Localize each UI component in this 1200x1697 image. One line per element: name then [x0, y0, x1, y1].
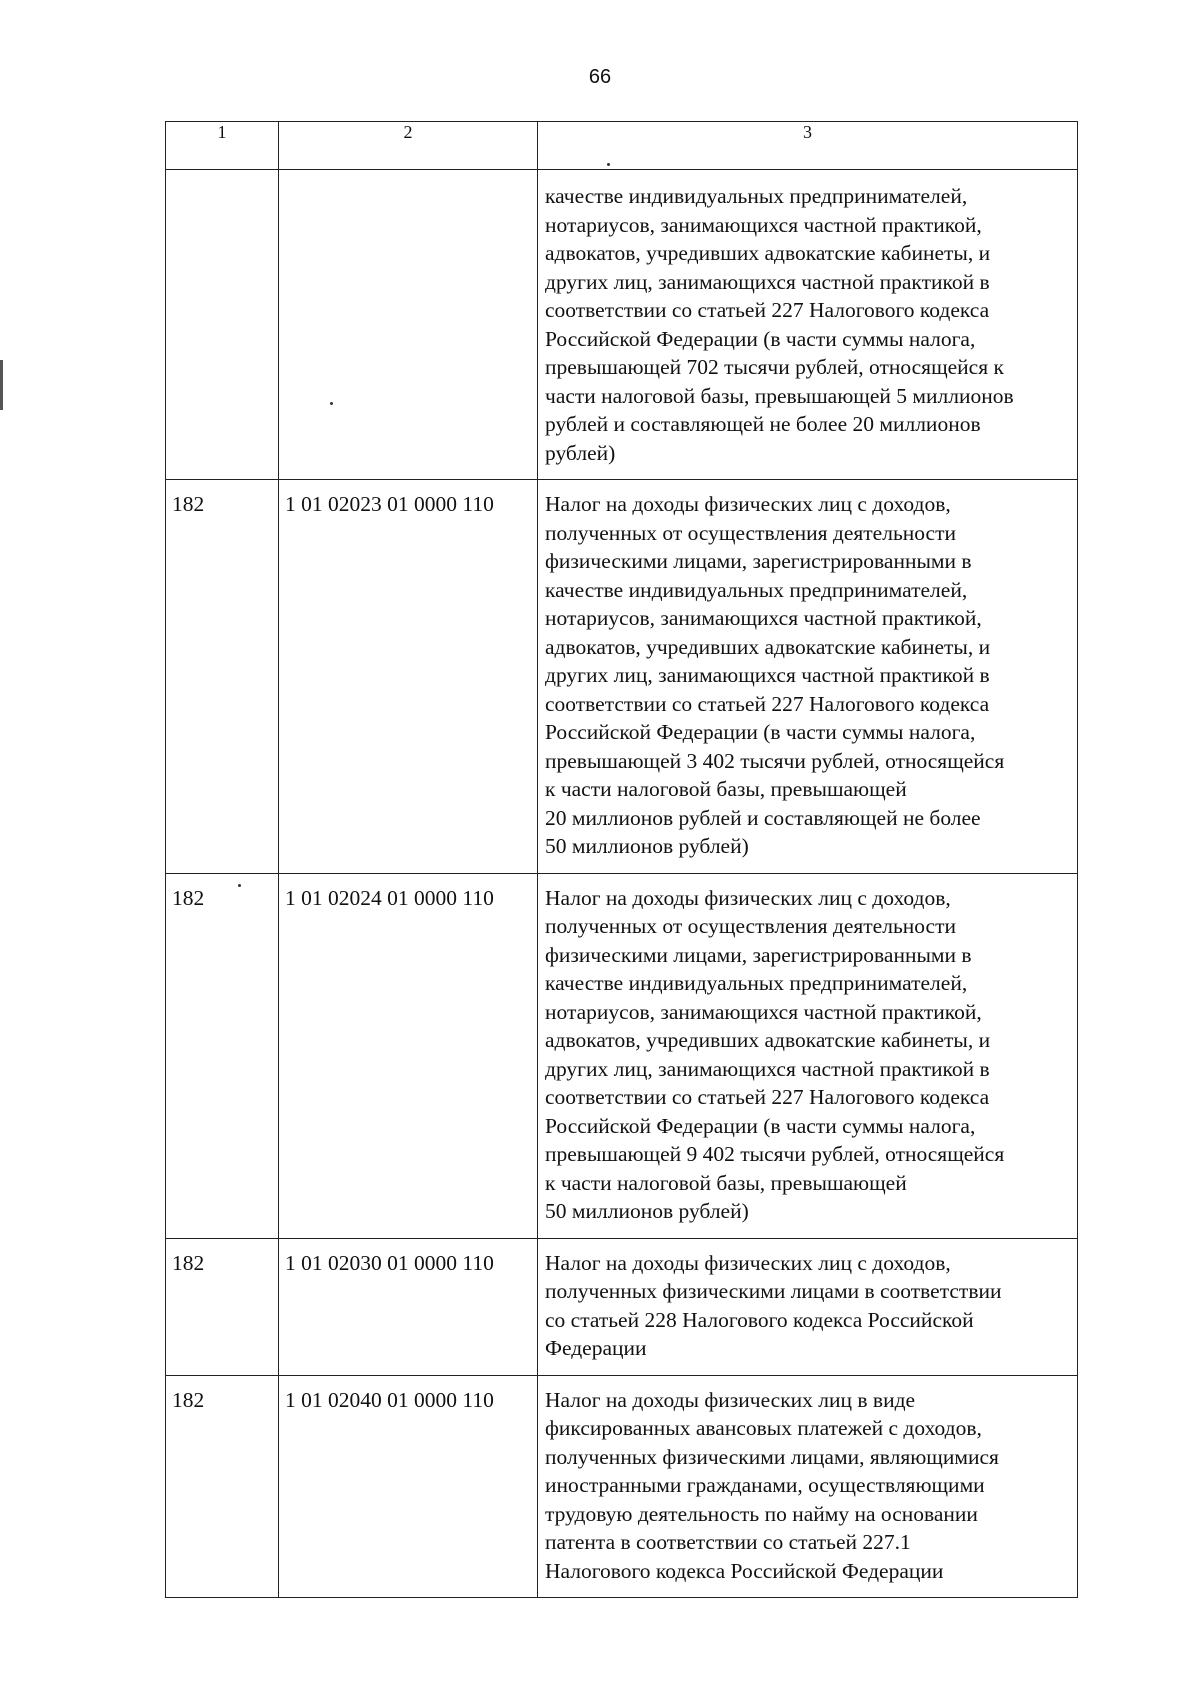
column-header-3: 3 — [538, 122, 1078, 170]
description-line: 50 миллионов рублей) — [545, 1199, 749, 1223]
table-header-row — [166, 122, 1078, 170]
description-line: 20 миллионов рублей и составляющей не более — [545, 805, 981, 830]
revenue-description-cell — [538, 873, 1078, 1238]
admin-code-cell: 182 — [166, 480, 279, 874]
budget-classification-code-cell: 1 01 02023 01 0000 110 — [279, 480, 538, 874]
description-line: Российской Федерации (в части суммы налога, — [545, 720, 976, 744]
description-line: полученных физическими лицами в соответствии — [545, 1279, 1002, 1303]
scan-speck — [607, 163, 610, 166]
description-line: нотариусов, занимающихся частной практикой, — [545, 212, 982, 237]
description-line: к части налоговой базы, превышающей — [545, 777, 907, 801]
admin-code-cell: 182 — [166, 873, 279, 1238]
description-line: рублей и составляющей не более 20 миллионов — [545, 412, 981, 436]
description-line: со статьей 228 Налогового кодекса Российской — [545, 1307, 974, 1332]
description-line: Налогового кодекса Российской Федерации — [545, 1558, 944, 1583]
description-line: соответствии со статьей 227 Налогового кодекса — [545, 1085, 990, 1109]
description-line: патента в соответствии со статьей 227.1 — [545, 1530, 911, 1554]
description-line: качестве индивидуальных предпринимателей, — [545, 971, 968, 995]
admin-code-cell — [166, 170, 279, 480]
scan-edge-mark — [0, 360, 3, 410]
revenue-description-cell — [538, 1375, 1078, 1598]
description-line: полученных от осуществления деятельности — [545, 914, 956, 938]
description-line: качестве индивидуальных предпринимателей, — [545, 184, 968, 208]
description-line: Федерации — [545, 1336, 647, 1360]
description-line: адвокатов, учредивших адвокатские кабинеты, и — [545, 634, 991, 659]
revenue-description-cell — [538, 170, 1078, 480]
table-row — [166, 1238, 1078, 1375]
column-header-1: 1 — [166, 122, 279, 170]
description-line: других лиц, занимающихся частной практикой в — [545, 1056, 990, 1081]
description-line: соответствии со статьей 227 Налогового кодекса — [545, 691, 990, 716]
description-line: полученных от осуществления деятельности — [545, 520, 956, 545]
description-line: нотариусов, занимающихся частной практикой, — [545, 606, 982, 630]
description-line: части налоговой базы, превышающей 5 миллионов — [545, 383, 1014, 408]
description-line: трудовую деятельность по найму на основании — [545, 1501, 978, 1526]
table-row — [166, 170, 1078, 480]
revenue-description-cell — [538, 1238, 1078, 1375]
description-line: Налог на доходы физических лиц с доходов, — [545, 1250, 951, 1275]
budget-codes-table — [165, 121, 1078, 1598]
description-line: Налог на доходы физических лиц с доходов, — [545, 885, 951, 910]
description-line: адвокатов, учредивших адвокатские кабинеты, и — [545, 1028, 991, 1052]
admin-code-cell: 182 — [166, 1375, 279, 1598]
budget-classification-code-cell — [279, 170, 538, 480]
description-line: физическими лицами, зарегистрированными в — [545, 549, 972, 573]
column-header-2: 2 — [279, 122, 538, 170]
table-row — [166, 873, 1078, 1238]
revenue-description-cell — [538, 480, 1078, 874]
budget-classification-code-cell: 1 01 02024 01 0000 110 — [279, 873, 538, 1238]
description-line: полученных физическими лицами, являющимися — [545, 1444, 999, 1469]
description-line: превышающей 702 тысячи рублей, относящейся к — [545, 355, 1004, 379]
budget-classification-code-cell: 1 01 02030 01 0000 110 — [279, 1238, 538, 1375]
description-line: иностранными гражданами, осуществляющими — [545, 1473, 985, 1497]
description-line: рублей) — [545, 440, 616, 465]
description-line: физическими лицами, зарегистрированными в — [545, 942, 972, 967]
description-line: превышающей 3 402 тысячи рублей, относящейся — [545, 748, 1005, 773]
description-line: нотариусов, занимающихся частной практикой, — [545, 999, 982, 1024]
description-line: Налог на доходы физических лиц с доходов, — [545, 492, 951, 516]
description-line: Налог на доходы физических лиц в виде — [545, 1387, 916, 1412]
table-row — [166, 1375, 1078, 1598]
scan-speck — [330, 402, 333, 405]
description-line: фиксированных авансовых платежей с доходов, — [545, 1416, 982, 1440]
scan-speck — [238, 884, 241, 887]
description-line: к части налоговой базы, превышающей — [545, 1170, 907, 1195]
description-line: превышающей 9 402 тысячи рублей, относящейся — [545, 1142, 1005, 1166]
description-line: других лиц, занимающихся частной практикой в — [545, 269, 990, 294]
description-line: соответствии со статьей 227 Налогового кодекса — [545, 298, 990, 322]
description-line: Российской Федерации (в части суммы налога, — [545, 1113, 976, 1138]
description-line: Российской Федерации (в части суммы налога, — [545, 326, 976, 351]
description-line: качестве индивидуальных предпринимателей, — [545, 577, 968, 602]
description-line: 50 миллионов рублей) — [545, 834, 749, 858]
table-body — [166, 170, 1078, 1598]
admin-code-cell: 182 — [166, 1238, 279, 1375]
table-row — [166, 480, 1078, 874]
description-line: других лиц, занимающихся частной практикой в — [545, 663, 990, 687]
description-line: адвокатов, учредивших адвокатские кабинеты, и — [545, 241, 991, 265]
budget-classification-code-cell: 1 01 02040 01 0000 110 — [279, 1375, 538, 1598]
page-number: 66 — [588, 66, 612, 88]
